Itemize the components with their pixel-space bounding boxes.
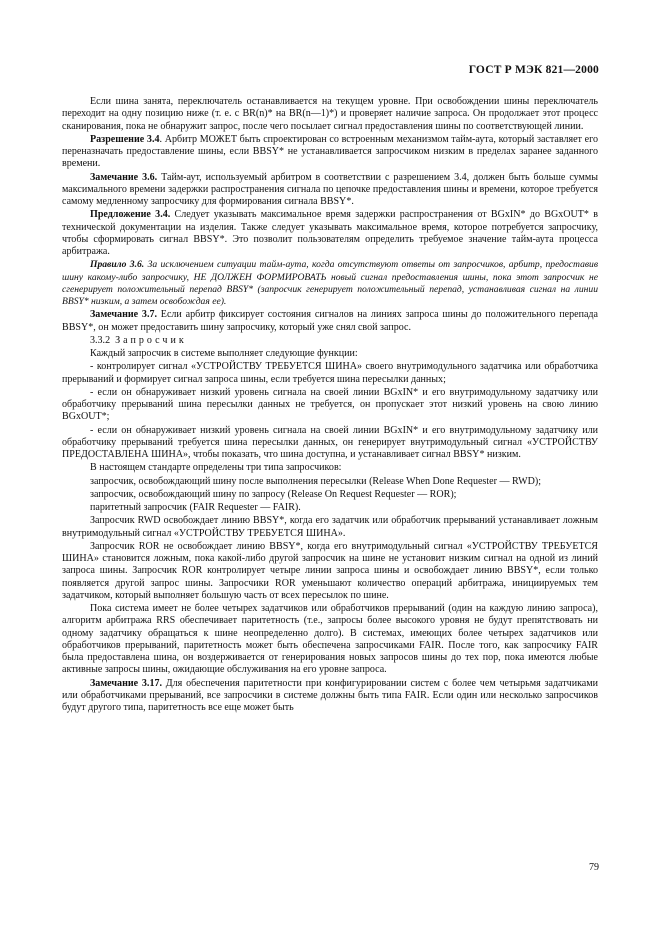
paragraph-fairness: Пока система имеет не более четырех задатчиков или обработчиков прерываний (один на каждую линию запроса), алгоритм арбитража RRS обеспечивает паритетность (т.е., запросы более высокого уровня не будут препятствовать ни одному задатчику обращаться к шине неопределенно долго). В системах, имеющих более четырех задатчиков или обработчиков прерываний, паритетность может быть обеспечена запросчиками FAIR. После того, как запросчику FAIR была предоставлена шина, он воздерживается от генерирования новых запросов шины до тех пор, пока имеются любые активные запросы шины, ожидающие обслуживания на его уровне запроса. (62, 603, 598, 676)
paragraph-requester-functions: Каждый запросчик в системе выполняет следующие функции: (90, 348, 358, 359)
list-item: паритетный запросчик (FAIR Requester — FAIR). (90, 502, 301, 513)
note-label: Замечание 3.6. (90, 171, 158, 183)
paragraph-permission-3-4: Разрешение 3.4. Арбитр МОЖЕТ быть спроектирован со встроенным механизмом тайм-аута, который заставляет его переназначать предоставление шины, если BBSY* не устанавливается запросчиком низким в пределах заранее заданного времени. (62, 133, 598, 170)
section-number: 3.3.2 (90, 334, 111, 346)
paragraph-proposal-3-4: Предложение 3.4. Следует указывать максимальное время задержки распространения от BGxIN* до BGxOUT* в технической документации на изделия. Также следует указывать максимальное время, которое потребуется запросчику, чтобы сформировать сигнал BBSY*. Это позволит пользователям определить требуемое значение тайм-аута процесса арбитража. (62, 209, 598, 257)
page-number: 79 (589, 862, 599, 873)
list-item: запросчик, освобождающий шину после выполнения пересылки (Release When Done Requester — RWD); (90, 475, 542, 487)
paragraph-three-types: В настоящем стандарте определены три типа запросчиков: (90, 462, 342, 474)
note-label: Замечание 3.7. (90, 309, 157, 321)
paragraph-note-3-6: Замечание 3.6. Тайм-аут, используемый арбитром в соответствии с разрешением 3.4, должен быть больше суммы максимального времени задержки распространения сигнала по цепочке предоставления шины и времени, которое требуется самому медленному запросчику для формирования сигнала BBSY*. (62, 171, 598, 207)
proposal-label: Предложение 3.4. (90, 209, 171, 221)
paragraph-ror: Запросчик ROR не освобождает линию BBSY*, когда его внутримодульный сигнал «УСТРОЙСТВУ ТРЕБУЕТСЯ ШИНА» становится ложным, пока какой-либо другой запросчик на шине не установит низким сигнал на одной из линий запроса шины. Запросчик ROR контролирует четыре линии запроса шины и освобождает линию BBSY*, если только появляется другой запрос шины. Запросчики ROR уменьшают количество операций арбитража, инициируемых тем задатчиком, который выполняет большую часть от всех пересылок по шине. (62, 540, 598, 601)
permission-label: Разрешение 3.4 (90, 133, 160, 145)
rule-label: Правило 3.6. (90, 259, 145, 271)
document-body (62, 96, 598, 715)
section-title: Запросчик (115, 334, 187, 346)
paragraph-switch-scan: Если шина занята, переключатель останавливается на текущем уровне. При освобождении шины переключатель переходит на одну позицию ниже (т. е. с BR(n)* на BR(n—1)*) и проверяет наличие запроса. Он продолжает этот процесс сканирования, пока не обнаружит запрос, после чего посылает сигнал предоставления шины по соответствующей линии. (62, 96, 598, 132)
note-label: Замечание 3.17. (90, 677, 162, 689)
paragraph-rule-3-6: Правило 3.6. За исключением ситуации тайм-аута, когда отсутствуют ответы от запросчиков, арбитр, предоставив шину какому-либо запросчику, НЕ ДОЛЖЕН ФОРМИРОВАТЬ новый сигнал предоставления шины, пока этот запросчик не сгенерирует положительный перепад BBSY* (запросчик генерирует положительный перепад, устанавливая сигнал на линии BBSY* низким, а затем освобождая ее). (62, 259, 598, 307)
list-item: - если он обнаруживает низкий уровень сигнала на своей линии BGxIN* и его внутримодульному задатчику или обработчику прерываний требуется шина пересылки данных, он генерирует внутримодульный сигнал «УСТРОЙСТВУ ПРЕДОСТАВЛЕНА ШИНА», чтобы показать, что шина доступна, и устанавливает сигнал BBSY* низким. (62, 424, 598, 460)
paragraph-note-3-7: Замечание 3.7. Если арбитр фиксирует состояния сигналов на линиях запроса шины до положительного перепада BBSY*, он может предоставить шину запросчику, который уже снял свой запрос. (62, 309, 598, 333)
paragraph-note-3-17: Замечание 3.17. Для обеспечения паритетности при конфигурировании систем с более чем четырьмя задатчиками или обработчиками прерываний, все запросчики в системе должны быть типа FAIR. Если один или несколько запросчиков будут другого типа, паритетность все еще может быть (62, 677, 598, 713)
document-header: ГОСТ Р МЭК 821—2000 (468, 64, 599, 76)
list-item: запросчик, освобождающий шину по запросу (Release On Request Requester — ROR); (90, 488, 457, 500)
paragraph-rwd: Запросчик RWD освобождает линию BBSY*, когда его задатчик или обработчик прерываний устанавливает ложным внутримодульный сигнал «УСТРОЙСТВУ ТРЕБУЕТСЯ ШИНА». (62, 515, 598, 539)
section-heading-requester (62, 335, 598, 347)
list-item: - контролирует сигнал «УСТРОЙСТВУ ТРЕБУЕТСЯ ШИНА» своего внутримодульного задатчика или обработчика прерываний и формирует сигнал запроса шины, если требуется шина пересылки данных; (62, 361, 598, 385)
list-item: - если он обнаруживает низкий уровень сигнала на своей линии BGxIN* и его внутримодульному задатчику или обработчику прерываний шина пересылки данных не требуется, он пропускает этот низкий уровень на свою линию BGxOUT*; (62, 386, 598, 423)
